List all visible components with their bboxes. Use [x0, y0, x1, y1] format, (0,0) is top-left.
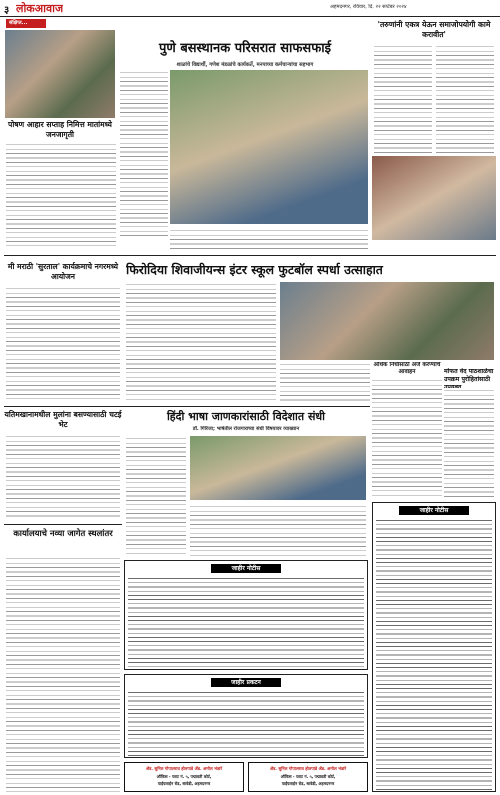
story1-body	[6, 142, 116, 246]
masthead	[0, 0, 500, 16]
story7-body	[444, 388, 494, 498]
story5-body	[126, 282, 276, 402]
story3-title: 'तरुणांनी एकत्र येऊन समाजोपयोगी कामे करावीत'	[377, 20, 491, 39]
ad2-line2: ऑफिस - प्लाट नं. ५, पद्मावती कोर्ट,	[280, 774, 336, 779]
ad2-line3: पाईपलाईन रोड, सावेडी, अहमदनगर	[281, 781, 335, 786]
ad1-line3: पाईपलाईन रोड, सावेडी, अहमदनगर	[157, 781, 211, 786]
notice-3-body	[376, 518, 492, 790]
section-divider-3	[4, 524, 122, 525]
story9-body-left	[126, 436, 186, 556]
story2-subtitle: शाळांचे विद्यार्थी, गणेश मंडळांचे कार्यकर्ते, मनपाच्या कर्मचाऱ्यांचा सहभाग	[176, 62, 314, 68]
notice-1-body	[128, 576, 364, 668]
notice-prakatan	[124, 674, 368, 758]
story10-body	[6, 556, 120, 792]
story2-title: पुणे बसस्थानक परिसरात साफसफाई	[159, 41, 331, 56]
ad2-line1: ॲड. सुनिल गोपालराव होलपाडे ॲड. अमोल भंडारे	[269, 766, 347, 771]
story6-title: अधिक निधीसाठी अर्ज करण्याचे आवाहन	[373, 362, 441, 375]
sankshipt-tag: संक्षिप्त...	[6, 19, 46, 28]
story9-subtitle: डॉ. गिरिजा; भाषेतील रोजगाराच्या संधी विषयावर व्याख्यान	[192, 426, 300, 432]
story5-photo	[280, 282, 494, 360]
story5-body-right	[280, 362, 370, 402]
story5-title: फिरोदिया शिवाजीयन्स इंटर स्कूल फुटबॉल स्पर्धा उत्साहात	[126, 262, 383, 277]
story7-title: मोफत वेद पाठशाळेचा उपक्रम पुरोहितांसाठी	[444, 368, 494, 383]
masthead-rule	[0, 16, 500, 17]
story3-photo	[372, 156, 496, 240]
notice-prakatan-title: जाहीर प्रकटन	[211, 678, 281, 687]
notice-1	[124, 560, 368, 670]
ad-advocate-2	[248, 762, 368, 792]
story8-body	[6, 434, 120, 520]
story10-title: कार्यालयाचे नव्या जागेत स्थलांतर	[13, 528, 113, 538]
story4-body	[6, 286, 120, 400]
section-divider-2	[4, 406, 370, 407]
story4-title: मी मराठी 'सुरताल' कार्यक्रमाचे नगरमध्ये आयोजन	[7, 262, 119, 281]
story1-photo	[5, 30, 115, 118]
story2-headline-box	[120, 40, 370, 58]
masthead-date: अहमदनगर, रविवार, दि. २२ सप्टेंबर २०२४	[330, 4, 407, 10]
story8-title: यतिमखानामधील मुलांना बसण्यासाठी चटई भेट	[4, 410, 122, 429]
ad-advocate-1	[124, 762, 244, 792]
story2-photo	[170, 70, 368, 224]
story3-body-right	[436, 44, 494, 154]
brand-logo: लोकआवाज	[16, 2, 64, 15]
story2-body-below	[170, 228, 368, 252]
story1-title: पोषण आहार सप्ताह निमित्त मातांमध्ये जनजागृती	[8, 120, 112, 139]
ad1-line2: ऑफिस - प्लाट नं. ५, पद्मावती कोर्ट,	[156, 774, 212, 779]
story3-body-left	[374, 44, 432, 154]
ad1-line1: ॲड. सुनिल गोपालराव होलपाडे ॲड. अमोल भंडारे	[145, 766, 223, 771]
story9-title: हिंदी भाषा जाणकारांसाठी विदेशात संधी	[166, 410, 326, 423]
notice-1-title: जाहीर नोटीस	[211, 564, 281, 573]
section-divider-1	[4, 255, 496, 256]
story2-body-left	[120, 70, 168, 238]
notice-prakatan-body	[128, 690, 364, 756]
story9-body-right	[190, 504, 366, 558]
page-number: ३	[4, 5, 10, 16]
story9-photo	[190, 436, 366, 500]
notice-3	[372, 502, 496, 792]
notice-3-title: जाहीर नोटीस	[399, 506, 469, 515]
story6-body	[372, 378, 442, 498]
